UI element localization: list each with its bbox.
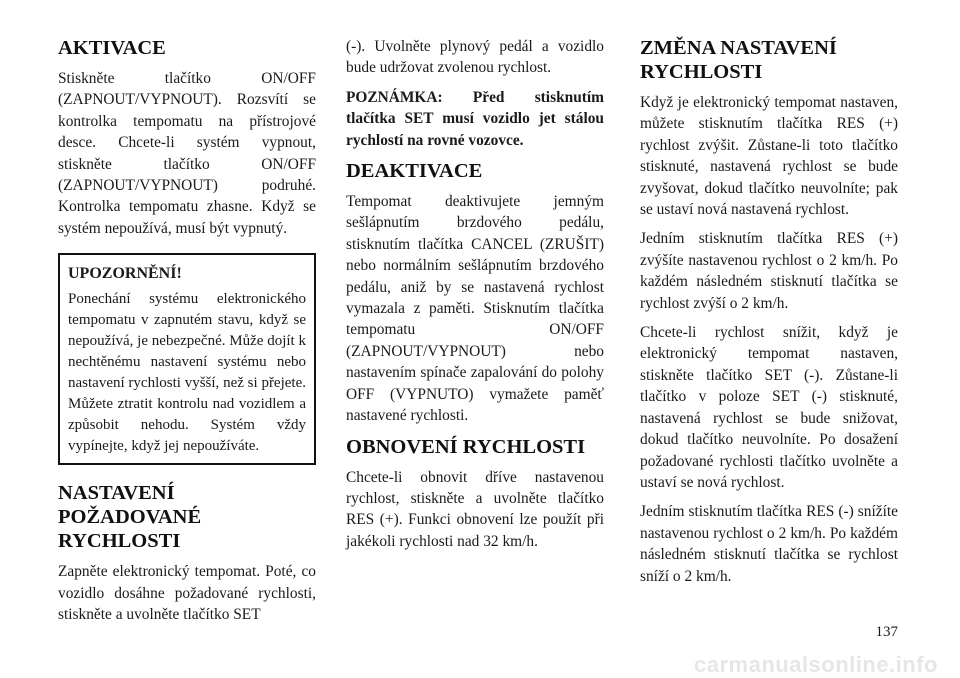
note-label: POZNÁMKA: bbox=[346, 88, 443, 106]
warning-box bbox=[58, 253, 316, 465]
heading-aktivace: AKTIVACE bbox=[58, 37, 166, 59]
note-paragraph bbox=[346, 87, 604, 151]
warning-title: UPOZORNĚNÍ! bbox=[68, 265, 182, 283]
column-left bbox=[58, 36, 316, 633]
note-text: Před stisknutím tlačítka SET musí vozidlo jet stálou rychlostí na rovné vozovce. bbox=[346, 88, 604, 149]
heading-nastaveni: NASTAVENÍ POŽADOVANÉ RYCHLOSTI bbox=[58, 482, 202, 553]
heading-zmena: ZMĚNA NASTAVENÍ RYCHLOSTI bbox=[640, 37, 837, 83]
paragraph-zmena-3: Chcete-li rychlost snížit, když je elektronický tempomat nastaven, stiskněte tlačítko SET (-). Zůstane-li tlačítko v poloze SET (-) stisknuté, nastavená rychlost se bude snižovat, dokud tlačítko neuvolníte. Po dosažení požadované rychlosti tlačítko uvolněte a ustaví se nová rychlost. bbox=[640, 324, 898, 491]
paragraph-continuation: (-). Uvolněte plynový pedál a vozidlo bude udržovat zvolenou rychlost. bbox=[346, 38, 604, 77]
paragraph-zmena-1: Když je elektronický tempomat nastaven, můžete stisknutím tlačítka RES (+) rychlost zvýšit. Zůstane-li toto tlačítko stisknuté, nastavená rychlost se bude zvyšovat, dokud tlačítko neuvolníte; pak se ustaví nová nastavená rychlost. bbox=[640, 94, 898, 219]
paragraph-nastaveni: Zapněte elektronický tempomat. Poté, co vozidlo dosáhne požadované rychlosti, stiskněte a uvolněte tlačítko SET bbox=[58, 563, 316, 624]
heading-obnoveni: OBNOVENÍ RYCHLOSTI bbox=[346, 435, 586, 458]
paragraph-obnoveni: Chcete-li obnovit dříve nastavenou rychlost, stiskněte a uvolněte tlačítko RES (+). Funkci obnovení lze použít při jakékoli rychlosti nad 32 km/h. bbox=[346, 468, 604, 550]
watermark: carmanualsonline.info bbox=[694, 652, 938, 677]
warning-text: Ponechání systému elektronického tempomatu v zapnutém stavu, když se nepoužívá, je nebezpečné. Může dojít k nechtěnému nastavení systému nebo nastavení rychlosti vyšší, než si přejete. Můžete ztratit kontrolu nad vozidlem a způsobit nehodu. Systém vždy vypínejte, když jej nepoužíváte. bbox=[68, 291, 306, 455]
heading-deaktivace: DEAKTIVACE bbox=[346, 160, 483, 183]
column-middle bbox=[346, 36, 604, 560]
paragraph-deaktivace: Tempomat deaktivujete jemným sešlápnutím brzdového pedálu, stisknutím tlačítka CANCEL (ZRUŠIT) nebo normálním sešlápnutím brzdového pedálu, aniž by se nastavená rychlost vymazala z paměti. Stisknutím tlačítka tempomatu ON/OFF (ZAPNOUT/VYPNOUT) nebo nastavením spínače zapalování do polohy OFF (VYPNUTO) vymažete paměť nastavené rychlosti. bbox=[346, 193, 604, 425]
paragraph-aktivace: Stiskněte tlačítko ON/OFF (ZAPNOUT/VYPNOUT). Rozsvítí se kontrolka tempomatu na přístrojové desce. Chcete-li systém vypnout, stiskněte tlačítko ON/OFF (ZAPNOUT/VYPNOUT) podruhé. Kontrolka tempomatu zhasne. Když se systém nepoužívá, musí být vypnutý. bbox=[58, 70, 316, 237]
page-number: 137 bbox=[875, 624, 898, 640]
paragraph-zmena-4: Jedním stisknutím tlačítka RES (-) snížíte nastavenou rychlost o 2 km/h. Po každém následném stisknutí tlačítka se rychlost sníží o 2 km/h. bbox=[640, 503, 898, 585]
column-right bbox=[640, 36, 898, 595]
paragraph-zmena-2: Jedním stisknutím tlačítka RES (+) zvýšíte nastavenou rychlost o 2 km/h. Po každém následném stisknutí tlačítka se rychlost zvýší o 2 km/h. bbox=[640, 230, 898, 312]
